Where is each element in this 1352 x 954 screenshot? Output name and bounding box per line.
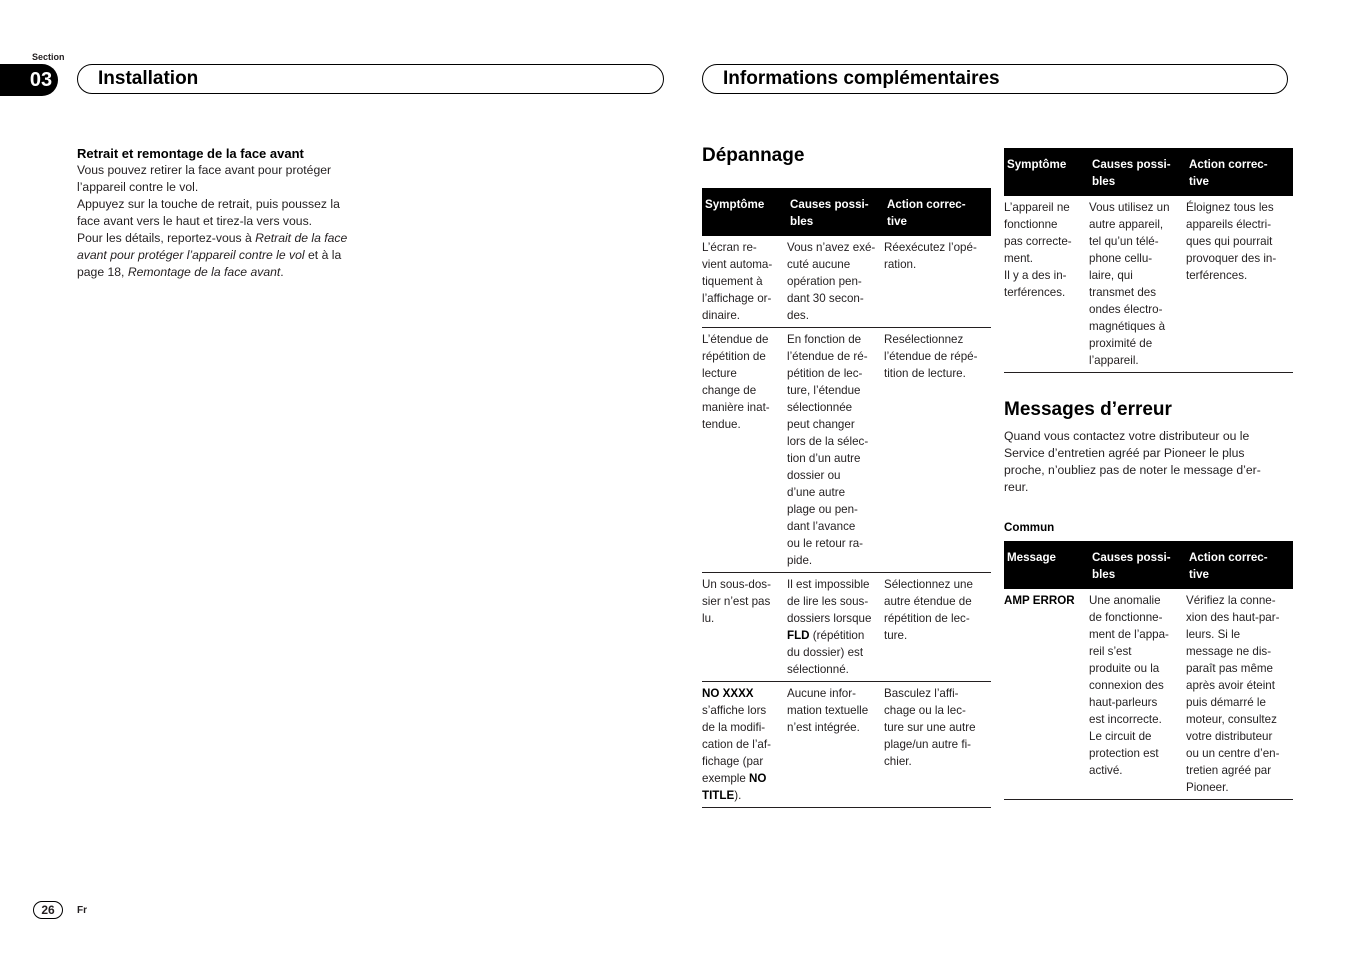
ref-remontage-link: Remontage de la face avant — [127, 265, 281, 279]
page-number: 26 — [33, 901, 63, 919]
paragraph-2: Appuyez sur la touche de retrait, puis poussez la face avant vers le haut et tirez-la vers vous. — [77, 197, 340, 228]
left-page-title: Installation — [77, 64, 664, 94]
paragraph-3: Pour les détails, reportez-vous à Retrait de la face avant pour protéger l’appareil contre le vol et à la page 18, Remontage de la face avant. — [77, 231, 348, 279]
table-row: L’appareil ne fonctionne pas correcte- ment. Il y a des in- terférences. Vous utilisez un autre appareil, tel qu’un télé- phone cellu- laire, qui transmet des ondes électro- magnétiques à proximité de l’appareil. Éloignez tous les appareils électri- ques qui pourrait provoquer des in- terférences. — [1004, 196, 1293, 373]
table-row: Un sous-dos- sier n’est pas lu. Il est impossible de lire les sous- dossiers lorsque FLD (répétition du dossier) est sélectionné. Sélectionnez une autre étendue de répétition de lec- ture. — [702, 573, 991, 682]
section-number: 03 — [0, 64, 58, 96]
col-header-causes: Causes possi- bles — [1089, 541, 1186, 589]
col-header-symptome: Symptôme — [1004, 148, 1089, 196]
table-row: L’écran re- vient automa- tiquement à l’affichage or- dinaire. Vous n’avez exé- cuté aucune opération pen- dant 30 secon- des. Réexécutez l’opé- ration. — [702, 236, 991, 328]
symptom-table-continued — [1004, 148, 1293, 373]
col-header-symptome: Symptôme — [702, 188, 787, 236]
table-row: L’étendue de répétition de lecture change de manière inat- tendue. En fonction de l’étendue de ré- pétition de lec- ture, l’étendue sélectionnée peut changer lors de la sélec- tion d’un autre dossier ou d’une autre plage ou pen- dant l’avance ou le retour ra- pide. Resélectionnez l’étendue de répé- tition de lecture. — [702, 328, 991, 573]
table-header-row — [702, 188, 991, 236]
col-header-action: Action correc- tive — [1186, 541, 1293, 589]
messages-intro: Quand vous contactez votre distributeur ou le Service d’entretien agréé par Pioneer le plus proche, n’oubliez pas de noter le message d’er- reur. — [1004, 429, 1261, 494]
table-row: AMP ERROR Une anomalie de fonctionne- ment de l’appa- reil s’est produite ou la connexion des haut-parleurs est incorrecte. Le circuit de protection est activé. Vérifiez la conne- xion des haut-par- leurs. Si le message ne dis- paraît pas même après avoir éteint puis démarré le moteur, consultez votre distributeur ou un centre d’en- tretien agréé par Pioneer. — [1004, 589, 1293, 800]
no-xxxx-code: NO XXXX — [702, 687, 754, 700]
language-code: Fr — [77, 905, 87, 916]
right-page-title: Informations complémentaires — [702, 64, 1288, 94]
section-label: Section — [32, 52, 65, 62]
error-messages-table — [1004, 541, 1293, 800]
col-header-causes: Causes possi- bles — [787, 188, 884, 236]
commun-subhead: Commun — [1004, 521, 1055, 534]
depannage-title: Dépannage — [702, 145, 805, 166]
col-header-action: Action correc- tive — [1186, 148, 1293, 196]
col-header-action: Action correc- tive — [884, 188, 991, 236]
amp-error-code: AMP ERROR — [1004, 594, 1075, 607]
fld-keyword: FLD — [787, 629, 810, 642]
depannage-table — [702, 188, 991, 808]
messages-erreur-title: Messages d’erreur — [1004, 399, 1172, 420]
subtitle-face-avant: Retrait et remontage de la face avant — [77, 146, 304, 161]
ref-retrait-link: Retrait de la face — [255, 231, 348, 245]
table-row: NO XXXX s’affiche lors de la modifi- cation de l’af- fichage (par exemple NO TITLE). Aucune infor- mation textuelle n’est intégrée. Basculez l’affi- chage ou la lec- ture sur une autre plage/un autre fi- chier. — [702, 682, 991, 808]
col-header-causes: Causes possi- bles — [1089, 148, 1186, 196]
left-column — [77, 145, 367, 281]
table-header-row — [1004, 541, 1293, 589]
col-header-message: Message — [1004, 541, 1089, 589]
table-header-row — [1004, 148, 1293, 196]
paragraph-1: Vous pouvez retirer la face avant pour protéger l’appareil contre le vol. — [77, 163, 332, 194]
